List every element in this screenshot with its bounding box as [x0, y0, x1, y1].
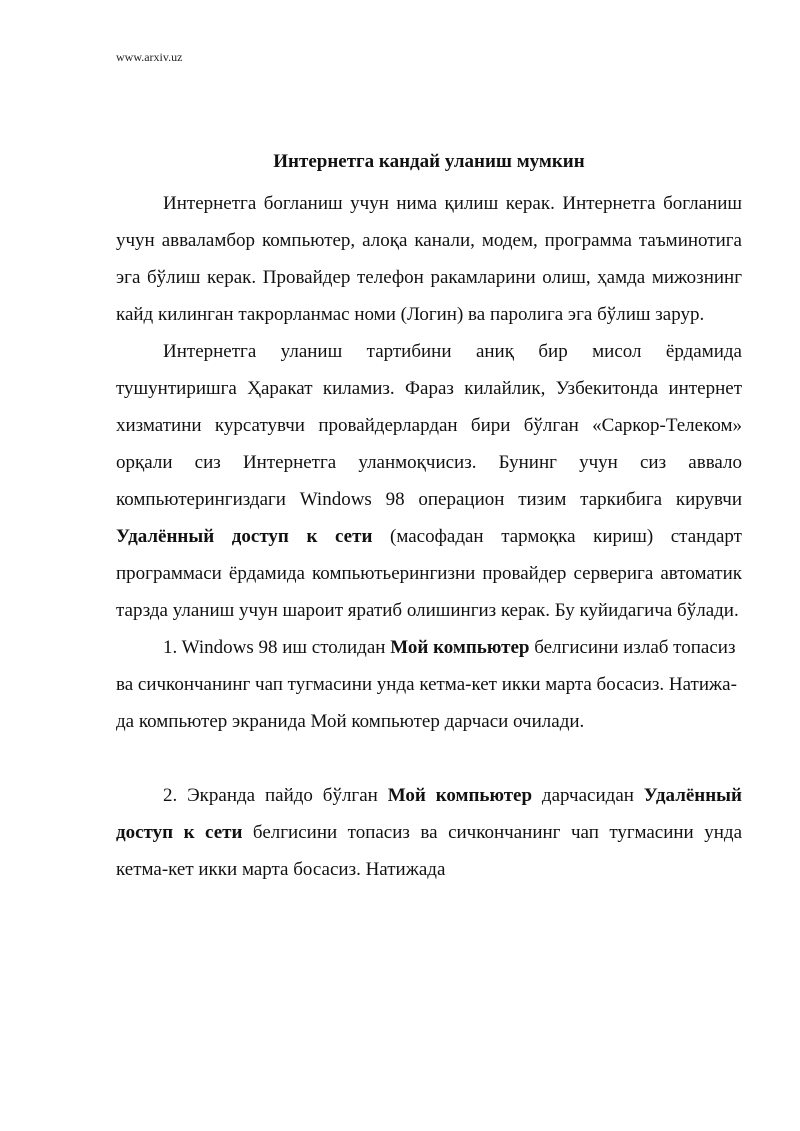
bold-term-my-computer: Мой компьютер: [390, 637, 530, 658]
paragraph-connection-example: [116, 333, 742, 629]
paragraph-text: Интернетга уланиш тартибини аниқ бир мисол ёрдамида тушунтиришга Ҳаракат киламиз. Фараз килайлик, Узбекитонда интернет хизматини курсатувчи провайдерлардан бири бўлган «Саркор-Телеком» орқали сиз Интернетга уланмоқчисиз. Бунинг учун сиз аввало компьютерингиздаги Windows 98 операцион тизим таркибига кирувчи: [116, 341, 742, 510]
paragraph-text: 2. Экранда пайдо бўлган: [163, 785, 388, 806]
document-body: [116, 185, 742, 888]
bold-term-my-computer: Мой компьютер: [387, 785, 533, 806]
document-title: Интернетга кандай уланиш мумкин: [273, 151, 585, 172]
paragraph-text: белгисини излаб топасиз ва сичкончанинг чап тугмасини унда кетма-кет икки марта босасиз. Натижа-да компьютер экранида Мой компьютер дарчаси очилади.: [116, 637, 737, 732]
paragraph-step-1: [116, 629, 742, 740]
paragraph-step-2: [116, 777, 742, 888]
bold-term-remote-access: Удалённый доступ к сети: [116, 526, 373, 547]
paragraph-text: белгисини топасиз ва сичкончанинг чап тугмасини унда кетма-кет икки марта босасиз. Натижада: [116, 822, 742, 880]
paragraph-text: дарчасидан: [532, 785, 644, 806]
bold-term-remote-access: Удалённый доступ к сети: [116, 785, 742, 843]
paragraph-text: (масофадан тармоқка кириш) стандарт программаси ёрдамида компьютьерингизни провайдер серверига автоматик тарзда уланиш учун шароит яратиб олишингиз керак. Бу куйидагича бўлади.: [116, 526, 742, 621]
header-url: www.arxiv.uz: [116, 50, 183, 64]
paragraph-internet-connection-requirements: Интернетга богланиш учун нима қилиш керак. Интернетга богланиш учун авваламбор компьютер, алоқа канали, модем, программа таъминотига эга бўлиш керак. Провайдер телефон ракамларини олиш, ҳамда мижознинг кайд килинган такрорланмас номи (Логин) ва паролига эга бўлиш зарур.: [116, 193, 742, 325]
paragraph-text: 1. Windows 98 иш столидан: [163, 637, 391, 658]
